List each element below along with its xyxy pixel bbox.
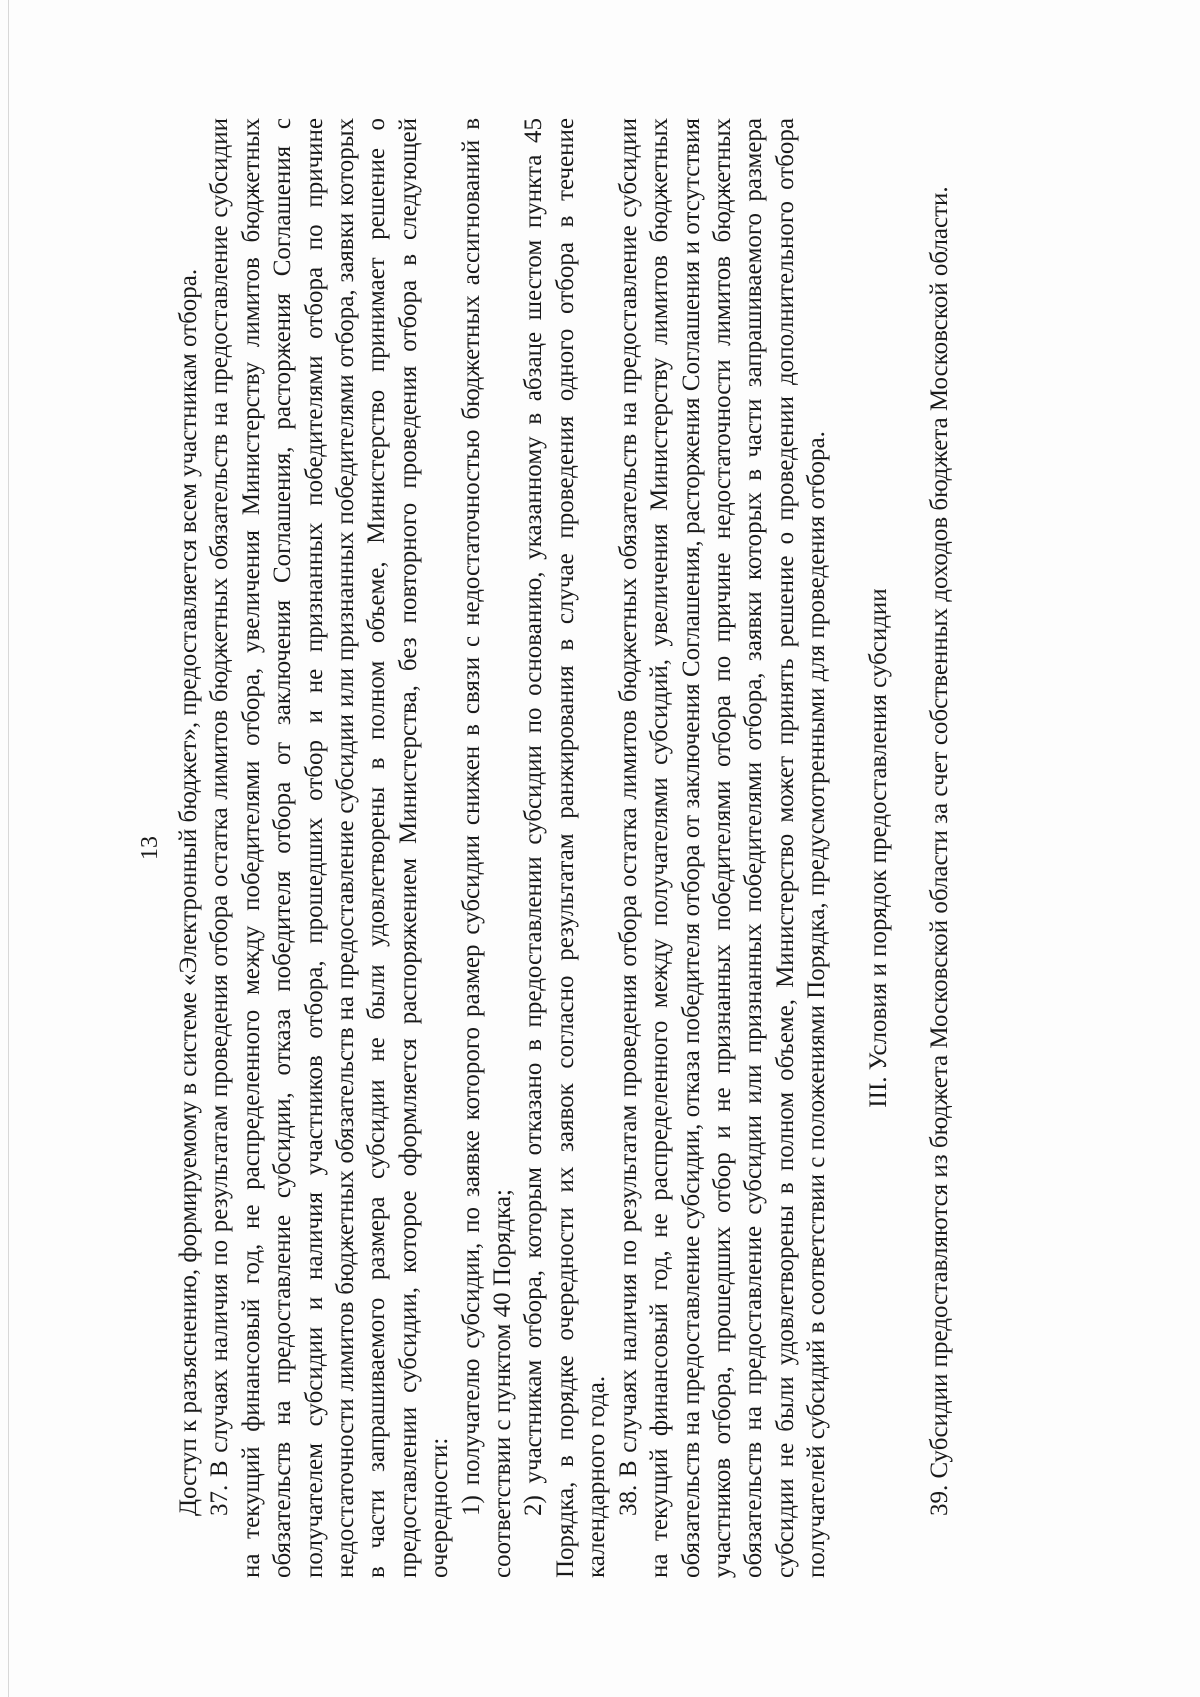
paragraph-39: 39. Субсидии предоставляются из бюджета Московской области за счет собственных доходов бюджета Московской области.: [925, 186, 953, 1516]
paragraph-37-item-2: 2) участникам отбора, которым отказано в предоставлении субсидии по основанию, указанному в абзаце шестом пункта 45 Порядка, в порядке очередности их заявок согласно результатам ранжирования в случае проведения одного отбора в течение календарного года.: [520, 118, 611, 1578]
page-number: 13: [137, 836, 163, 860]
document-body: [173, 118, 955, 1578]
rotated-text-block: [135, 118, 1065, 1578]
paragraph-37: 37. В случаях наличия по результатам проведения отбора остатка лимитов бюджетных обязательств на предоставление субсидии на текущий финансовый год, не распределенного между победителями отбора, увеличения Министерству лимитов бюджетных обязательств на предоставление субсидии, отказа победителя отбора от заключения Соглашения, расторжения Соглашения с получателем субсидии и наличия участников отбора, прошедших отбор и не признанных победителями отбора по причине недостаточности лимитов бюджетных обязательств на предоставление субсидии или признанных победителями отбора, заявки которых в части запрашиваемого размера субсидии не были удовлетворены в полном объеме, Министерство принимает решение о предоставлении субсидии, которое оформляется распоряжением Министерства, без повторного проведения отбора в следующей очередности:: [206, 118, 454, 1578]
scan-edge-line: [8, 0, 9, 1697]
paragraph-37-item-1: 1) получателю субсидии, по заявке которого размер субсидии снижен в связи с недостаточностью бюджетных ассигнований в соответствии с пунктом 40 Порядка;: [457, 118, 517, 1578]
section-heading: III. Условия и порядок предоставления субсидии: [864, 588, 892, 1108]
paragraph-access: Доступ к разъяснению, формируемому в системе «Электронный бюджет», предоставляется всем участникам отбора.: [175, 268, 202, 1516]
paragraph-38: 38. В случаях наличия по результатам проведения отбора остатка лимитов бюджетных обязательств на предоставление субсидии на текущий финансовый год, не распределенного между получателями субсидий, увеличения Министерству лимитов бюджетных обязательств на предоставление субсидии, отказа победителя отбора от заключения Соглашения, расторжения Соглашения и отсутствия участников отбора, прошедших отбор и не признанных победителями отбора по причине недостаточности лимитов бюджетных обязательств на предоставление субсидии или признанных победителями отбора, заявки которых в части запрашиваемого размера субсидии не были удовлетворены в полном объеме, Министерство может принять решение о проведении дополнительного отбора получателей субсидий в соответствии с положениями Порядка, предусмотренными для проведения отбора.: [614, 118, 831, 1578]
